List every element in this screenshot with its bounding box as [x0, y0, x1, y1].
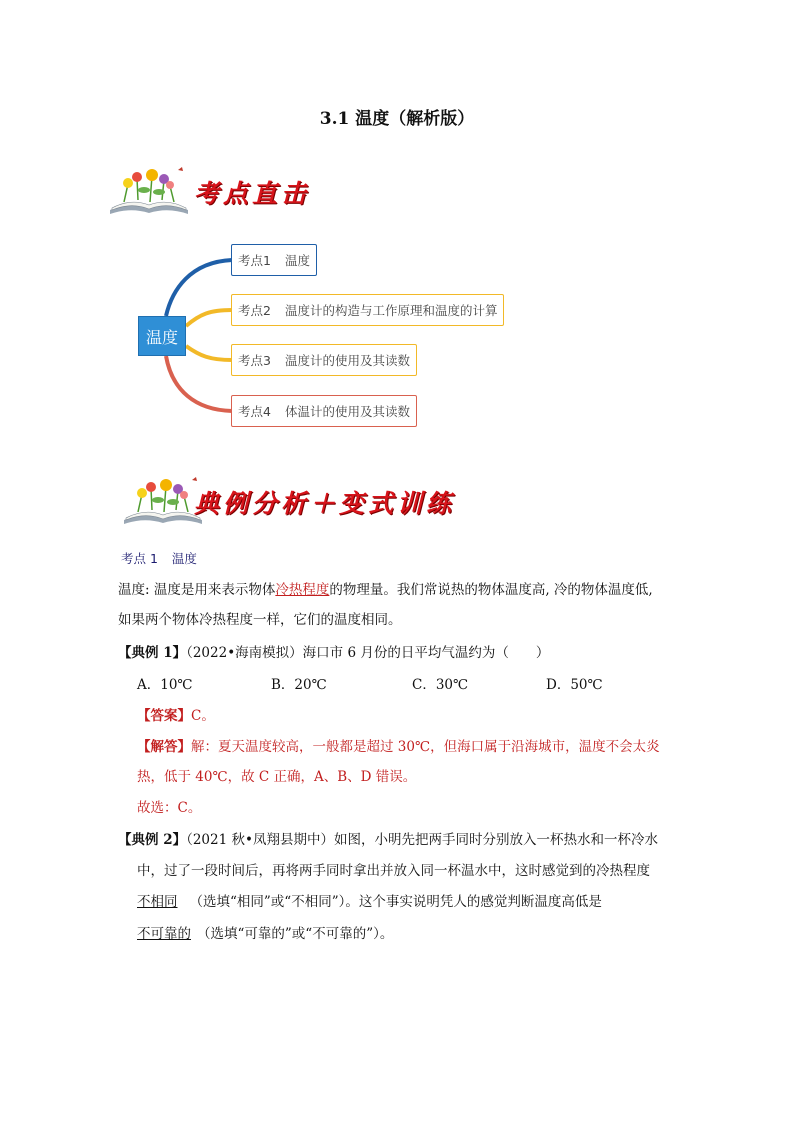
banner-title: 典例分析＋变式训练	[194, 489, 456, 518]
node-label: 温度计的构造与工作原理和温度的计算	[284, 303, 498, 318]
analysis-text: 解：夏天温度较高，一般都是超过 30℃，但海口属于沿海城市，温度不会太炎	[191, 739, 660, 755]
node-kp: 考点1	[238, 253, 271, 268]
intro-line-1	[118, 580, 678, 600]
answer-value: C。	[191, 708, 215, 724]
mindmap-center: 温度	[138, 316, 186, 356]
mindmap-node-1	[231, 244, 317, 276]
option-a: A．10℃	[137, 677, 193, 693]
example-text: （2021 秋•凤翔县期中）如图，小明先把两手同时分别放入一杯热水和一杯冷水	[186, 832, 658, 848]
example-1-question	[118, 643, 678, 663]
example-2-line-4	[137, 924, 682, 944]
intro-text: 的物理量。我们常说热的物体温度高, 冷的物体温度低,	[329, 582, 653, 598]
option-c: C．30℃	[412, 677, 469, 693]
section-kp: 考点 1	[121, 551, 158, 566]
intro-line-2: 如果两个物体冷热程度一样，它们的温度相同。	[118, 612, 402, 628]
intro-text: 温度: 温度是用来表示物体	[118, 582, 276, 598]
example-1-analysis-line-1	[137, 737, 682, 757]
answer-tag: 【答案】	[137, 708, 191, 724]
mindmap	[0, 0, 794, 440]
example-1-choose: 故选：C。	[137, 800, 202, 816]
banner-dianli	[118, 474, 518, 530]
page-title: 3.1 温度（解析版）	[319, 109, 475, 129]
option-d: D．50℃	[546, 677, 603, 693]
node-kp: 考点4	[238, 404, 271, 419]
analysis-tag: 【解答】	[137, 739, 191, 755]
example-2-line-1	[118, 830, 688, 850]
option-b: B．20℃	[271, 677, 327, 693]
example-1-answer	[137, 706, 215, 726]
example-1-options	[137, 675, 677, 695]
example-tag: 【典例 1】	[118, 645, 187, 661]
example-text: （选填“可靠的”或“不可靠的”）。	[197, 926, 394, 942]
example-2-line-2: 中，过了一段时间后，再将两手同时拿出并放入同一杯温水中，这时感觉到的冷热程度	[137, 863, 650, 879]
example-text: （选填“相同”或“不相同”）。这个事实说明凭人的感觉判断温度高低是	[189, 894, 602, 910]
example-1-analysis-line-2: 热，低于 40℃，故 C 正确，A、B、D 错误。	[137, 769, 417, 785]
mindmap-node-4	[231, 395, 417, 427]
section-header	[121, 549, 197, 569]
answer-blank-2: 不可靠的	[137, 926, 191, 942]
keyword-underlined: 冷热程度	[275, 582, 330, 598]
section-label: 温度	[171, 551, 197, 566]
node-kp: 考点3	[238, 353, 271, 368]
answer-blank-1: 不相同	[137, 894, 178, 910]
banner-title: 考点直击	[194, 179, 311, 208]
example-tag: 【典例 2】	[118, 832, 187, 848]
node-label: 温度	[284, 253, 310, 268]
node-kp: 考点2	[238, 303, 271, 318]
example-question: 海口市 6 月份的日平均气温约为（ ）	[302, 645, 550, 661]
node-label: 温度计的使用及其读数	[284, 353, 410, 368]
node-label: 体温计的使用及其读数	[284, 404, 410, 419]
example-2-line-3	[137, 892, 682, 912]
mindmap-node-2	[231, 294, 504, 326]
example-source: （2022•海南模拟）	[186, 645, 303, 661]
mindmap-node-3	[231, 344, 417, 376]
